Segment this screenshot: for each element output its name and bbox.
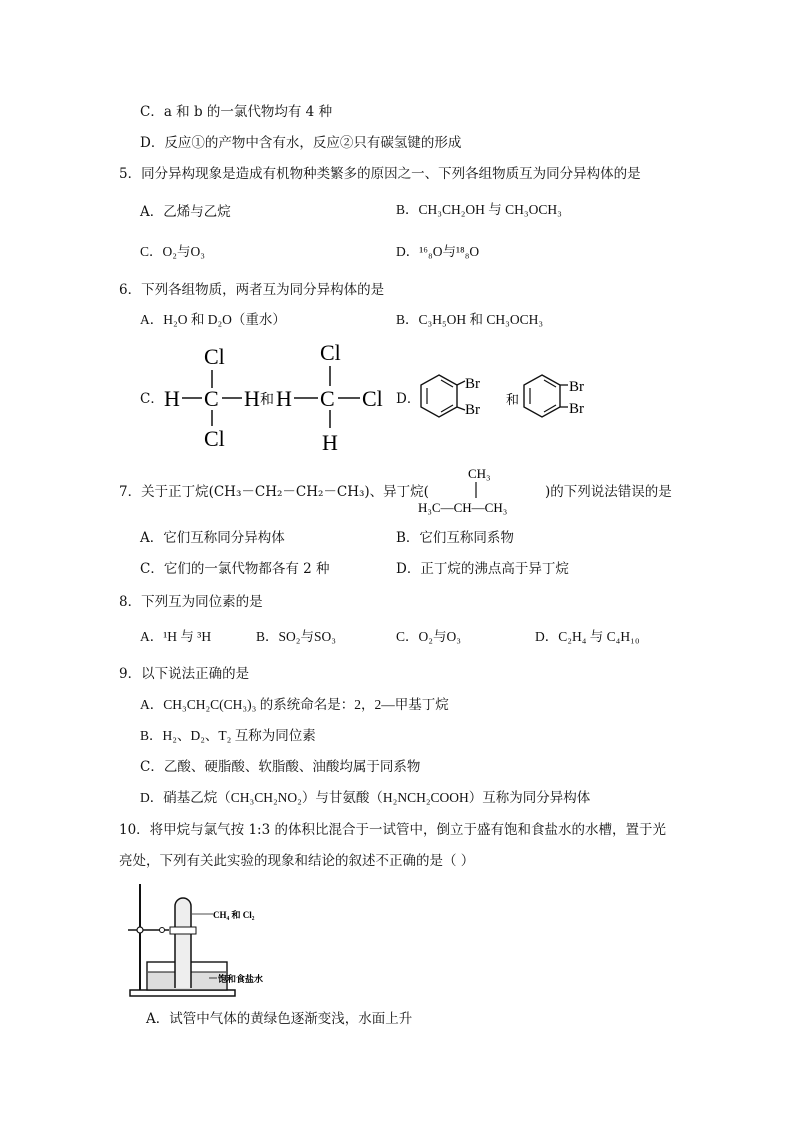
label-ch4-cl2: CH₄ 和 Cl₂	[213, 910, 255, 920]
mol1-c: C	[204, 386, 219, 411]
q7-option-c: C．它们的一氯代物都各有 2 种	[140, 561, 330, 577]
apparatus-diagram	[125, 878, 295, 1000]
isobutane-structure	[416, 460, 546, 518]
para-br-1: Br	[569, 379, 584, 395]
isobutane-ch3-top: CH₃	[468, 466, 491, 481]
and-label-2: 和	[506, 392, 520, 407]
dibromobenzene-structures	[418, 368, 608, 430]
q10-stem-line2: 亮处，下列有关此实验的现象和结论的叙述不正确的是（ ）	[119, 853, 475, 869]
q4-option-d: D．反应①的产物中含有水，反应②只有碳氢键的形成	[140, 135, 462, 151]
mol1-cl-bottom: Cl	[204, 426, 225, 451]
para-br-2: Br	[569, 401, 584, 417]
label-saturated-brine: 饱和食盐水	[218, 974, 264, 984]
q7-stem-part2: )的下列说法错误的是	[545, 484, 672, 500]
q6-option-c-label: C．	[140, 391, 164, 407]
q6-option-b: B．C₃H₅OH 和 CH₃OCH₃	[396, 312, 544, 327]
q7-option-a: A．它们互称同分异构体	[140, 530, 285, 546]
q9-stem: 9．以下说法正确的是	[119, 666, 250, 682]
q5-option-a: A．乙烯与乙烷	[140, 204, 231, 220]
q8-option-b: B．SO₂与SO₃	[256, 629, 336, 644]
q5-option-c: C．O₂与O₃	[140, 244, 205, 259]
q7-option-d: D．正丁烷的沸点高于异丁烷	[396, 561, 569, 577]
dichloromethane-structures	[160, 338, 390, 458]
mol2-h-left: H	[276, 386, 292, 411]
ortho-br-1: Br	[465, 376, 480, 392]
q7-stem-part1: 7．关于正丁烷(CH₃－CH₂－CH₂－CH₃)、异丁烷(	[119, 484, 429, 500]
q6-option-d-label: D．	[396, 391, 421, 407]
ortho-br-2: Br	[465, 402, 480, 418]
mol2-h-bottom: H	[322, 430, 338, 455]
q7-option-b: B．它们互称同系物	[396, 530, 514, 546]
q8-option-c: C．O₂与O₃	[396, 629, 461, 644]
q4-option-c: C．a 和 b 的一氯代物均有 4 种	[140, 104, 333, 120]
q5-option-d: D．¹⁶₈O与¹⁸₈O	[396, 244, 480, 259]
q6-stem: 6．下列各组物质，两者互为同分异构体的是	[119, 282, 385, 298]
mol2-cl-top: Cl	[320, 340, 341, 365]
mol2-cl-right: Cl	[362, 386, 383, 411]
mol1-h-right: H	[244, 386, 260, 411]
mol2-c: C	[320, 386, 335, 411]
q10-option-a: A．试管中气体的黄绿色逐渐变浅，水面上升	[146, 1011, 413, 1027]
q5-stem: 5．同分异构现象是造成有机物种类繁多的原因之一、下列各组物质互为同分异构体的是	[119, 166, 641, 182]
isobutane-chain: H₃C—CH—CH₃	[418, 500, 508, 515]
and-label: 和	[260, 393, 274, 408]
q8-stem: 8．下列互为同位素的是	[119, 594, 263, 610]
q5-option-b: B．CH₃CH₂OH 与 CH₃OCH₃	[396, 202, 562, 217]
q9-option-b: B．H₂、D₂、T₂ 互称为同位素	[140, 728, 316, 743]
mol1-h-left: H	[164, 386, 180, 411]
q6-option-a: A．H₂O 和 D₂O（重水）	[140, 312, 286, 327]
q8-option-a: A．¹H 与 ³H	[140, 629, 212, 644]
q9-option-c: C．乙酸、硬脂酸、软脂酸、油酸均属于同系物	[140, 759, 421, 775]
q8-option-d: D．C₂H₄ 与 C₄H₁₀	[535, 629, 640, 644]
q9-option-d: D．硝基乙烷（CH₃CH₂NO₂）与甘氨酸（H₂NCH₂COOH）互称为同分异构体	[140, 790, 591, 805]
q9-option-a: A．CH₃CH₂C(CH₃)₃ 的系统命名是：2，2—甲基丁烷	[140, 697, 449, 712]
q10-stem-line1: 10．将甲烷与氯气按 1:3 的体积比混合于一试管中，倒立于盛有饱和食盐水的水槽，置于光	[119, 822, 666, 838]
mol1-cl-top: Cl	[204, 344, 225, 369]
